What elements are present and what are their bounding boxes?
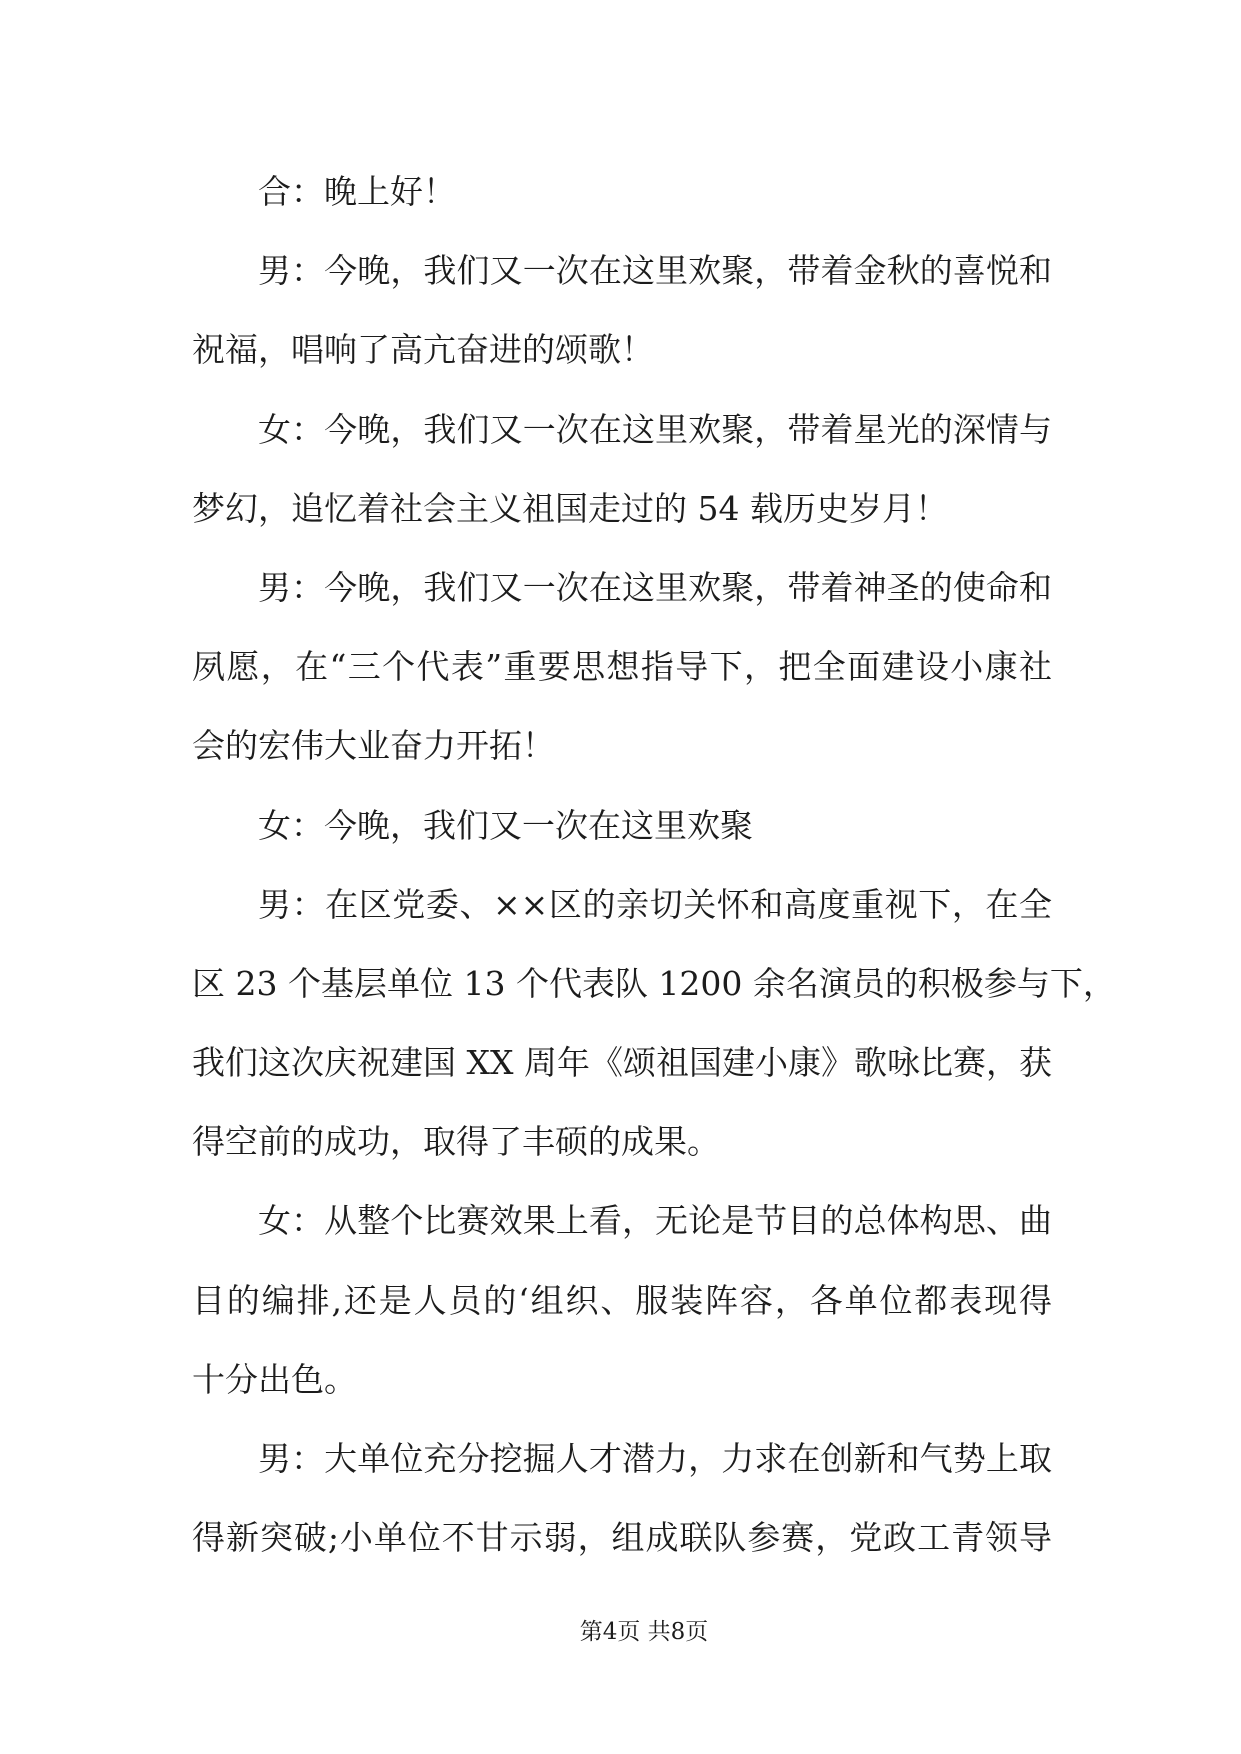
text-line: 男：大单位充分挖掘人才潜力，力求在创新和气势上取 (258, 1439, 1052, 1478)
text-line: 得空前的成功，取得了丰硕的成果。 (192, 1122, 720, 1162)
text-line: 祝福，唱响了高亢奋进的颂歌！ (192, 330, 654, 370)
text-line: 得新突破;小单位不甘示弱，组成联队参赛，党政工青领导 (192, 1518, 1052, 1558)
text-line: 会的宏伟大业奋力开拓！ (192, 726, 555, 766)
text-line: 我们这次庆祝建国 XX 周年《颂祖国建小康》歌咏比赛，获 (192, 1043, 1052, 1083)
text-line: 女：今晚，我们又一次在这里欢聚，带着星光的深情与 (258, 409, 1052, 449)
text-line: 梦幻，追忆着社会主义祖国走过的 54 载历史岁月！ (192, 488, 948, 528)
text-line: 夙愿，在“三个代表”重要思想指导下，把全面建设小康社 (192, 647, 1052, 687)
text-line: 女：从整个比赛效果上看，无论是节目的总体构思、曲 (258, 1201, 1052, 1241)
text-line: 女：今晚，我们又一次在这里欢聚 (258, 805, 753, 845)
page-footer (580, 1617, 709, 1647)
text-line: 男：在区党委、××区的亲切关怀和高度重视下，在全 (258, 884, 1052, 924)
paragraph (192, 1181, 1052, 1419)
page-number-label: 第4页 共8页 (579, 1619, 709, 1645)
paragraph (192, 786, 1052, 865)
paragraph (192, 1419, 1052, 1577)
paragraph (192, 231, 1052, 389)
text-line: 合：晚上好！ (258, 172, 456, 211)
paragraph (192, 152, 1052, 231)
document-body (192, 152, 1116, 1577)
text-line: 十分出色。 (192, 1359, 357, 1399)
paragraph (192, 390, 1052, 548)
text-line: 区 23 个基层单位 13 个代表队 1200 余名演员的积极参与下， (192, 963, 1116, 1003)
text-line: 目的编排,还是人员的‘组织、服装阵容，各单位都表现得 (192, 1280, 1052, 1320)
paragraph (192, 548, 1052, 786)
text-line: 男：今晚，我们又一次在这里欢聚，带着金秋的喜悦和 (258, 251, 1052, 291)
text-line: 男：今晚，我们又一次在这里欢聚，带着神圣的使命和 (258, 567, 1052, 607)
paragraph (192, 865, 1116, 1182)
